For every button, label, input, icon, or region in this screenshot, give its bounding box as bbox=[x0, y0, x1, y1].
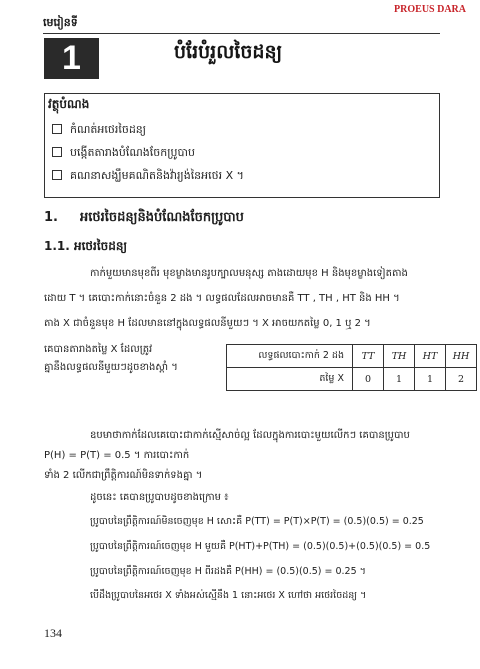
table-cell: 0 bbox=[353, 368, 384, 391]
checkbox-icon bbox=[52, 170, 62, 180]
table-row bbox=[227, 368, 477, 391]
section-heading: 1. អថេរចៃដន្យនិងបំណែងចែកប្រូបាប bbox=[44, 210, 244, 225]
formula-line: ប្រូបាបនៃព្រឹត្តិការណ៍មិនចេញមុខ H សោះគឺ P(TT) = P(T)×P(T) = (0.5)(0.5) = 0.25 bbox=[90, 516, 424, 527]
table-header-cell: HH bbox=[446, 345, 477, 368]
header-divider bbox=[43, 33, 440, 34]
objectives-title: វត្ថុបំណង bbox=[48, 97, 90, 111]
outcome-table bbox=[226, 344, 477, 391]
lesson-tag: មេរៀនទី bbox=[43, 16, 78, 29]
formula-line: ប្រូបាបនៃព្រឹត្តិការណ៍ចេញមុខ H មួយគឺ P(HT)+P(TH) = (0.5)(0.5)+(0.5)(0.5) = 0.5 bbox=[90, 541, 431, 552]
checkbox-icon bbox=[52, 147, 62, 157]
table-cell: 2 bbox=[446, 368, 477, 391]
checkbox-icon bbox=[52, 124, 62, 134]
body-line: ឧបមាថាកាក់ដែលគេបោះជាកាក់ស្មើសាច់ល្អ ដែលក្នុងការបោះមួយលើកៗ គេបានប្រូបាប bbox=[90, 430, 410, 441]
body-line: ដូចនេះ គេបានប្រូបាបដូចខាងក្រោម ៖ bbox=[90, 492, 229, 503]
objective-item: គណនាសង្ឃឹមគណិតនិងវ៉ារ្យង់នៃអថេរ X ។ bbox=[52, 169, 244, 185]
table-header-row bbox=[227, 345, 477, 368]
body-line: បើដឹងប្រូបាបនៃអថេរ X ទាំងអស់ស្មើនឹង 1 នោះអថេរ X ហៅថា អថេរចៃដន្យ ។ bbox=[90, 590, 367, 601]
body-line: P(H) = P(T) = 0.5 ។ ការបោះកាក់ bbox=[44, 450, 190, 461]
chapter-title: បំរែបំរួលចៃដន្យ bbox=[174, 41, 283, 63]
table-header-cell: TT bbox=[353, 345, 384, 368]
paragraph-line: កាក់មួយមានមុខពីរ មុខម្ខាងមានរូបក្បាលមនុស្ស តាងដោយមុខ H និងមុខម្ខាងទៀតតាង bbox=[90, 268, 408, 279]
chapter-number: 1 bbox=[62, 39, 81, 77]
table-cell: តម្លៃ X bbox=[227, 368, 353, 391]
paragraph-line: ដោយ T ។ គេបោះកាក់នោះចំនួន 2 ដង ។ លទ្ធផលដែលអាចមានគឺ TT , TH , HT និង HH ។ bbox=[44, 293, 400, 304]
table-header-cell: លទ្ធផលបោះកាក់ 2 ដង bbox=[227, 345, 353, 368]
body-line: ទាំង 2 លើកជាព្រឹត្តិការណ៍មិនទាក់ទងគ្នា ។ bbox=[44, 470, 203, 481]
subsection-heading: 1.1. អថេរចៃដន្យ bbox=[44, 239, 128, 253]
table-intro-line: គ្នានឹងលទ្ធផលនីមួយៗដូចខាងស្តាំ ។ bbox=[44, 362, 178, 373]
table-cell: 1 bbox=[415, 368, 446, 391]
paragraph-line: តាង X ជាចំនួនមុខ H ដែលមាននៅក្នុងលទ្ធផលនីមួយៗ ។ X អាចយកតម្លៃ 0, 1 ឬ 2 ។ bbox=[44, 318, 371, 329]
objective-item: កំណត់អថេរចៃដន្យ bbox=[52, 123, 146, 139]
table-header-cell: HT bbox=[415, 345, 446, 368]
page-number: 134 bbox=[44, 626, 62, 640]
watermark: PROEUS DARA bbox=[394, 4, 466, 15]
table-header-cell: TH bbox=[384, 345, 415, 368]
table-cell: 1 bbox=[384, 368, 415, 391]
objective-item: បង្កើតតារាងបំណែងចែកប្រូបាប bbox=[52, 146, 195, 162]
formula-line: ប្រូបាបនៃព្រឹត្តិការណ៍ចេញមុខ H ពីរដងគឺ P(HH) = (0.5)(0.5) = 0.25 ។ bbox=[90, 566, 366, 577]
table-intro-line: គេបានតារាងតម្លៃ X ដែលត្រូវ bbox=[44, 344, 153, 355]
